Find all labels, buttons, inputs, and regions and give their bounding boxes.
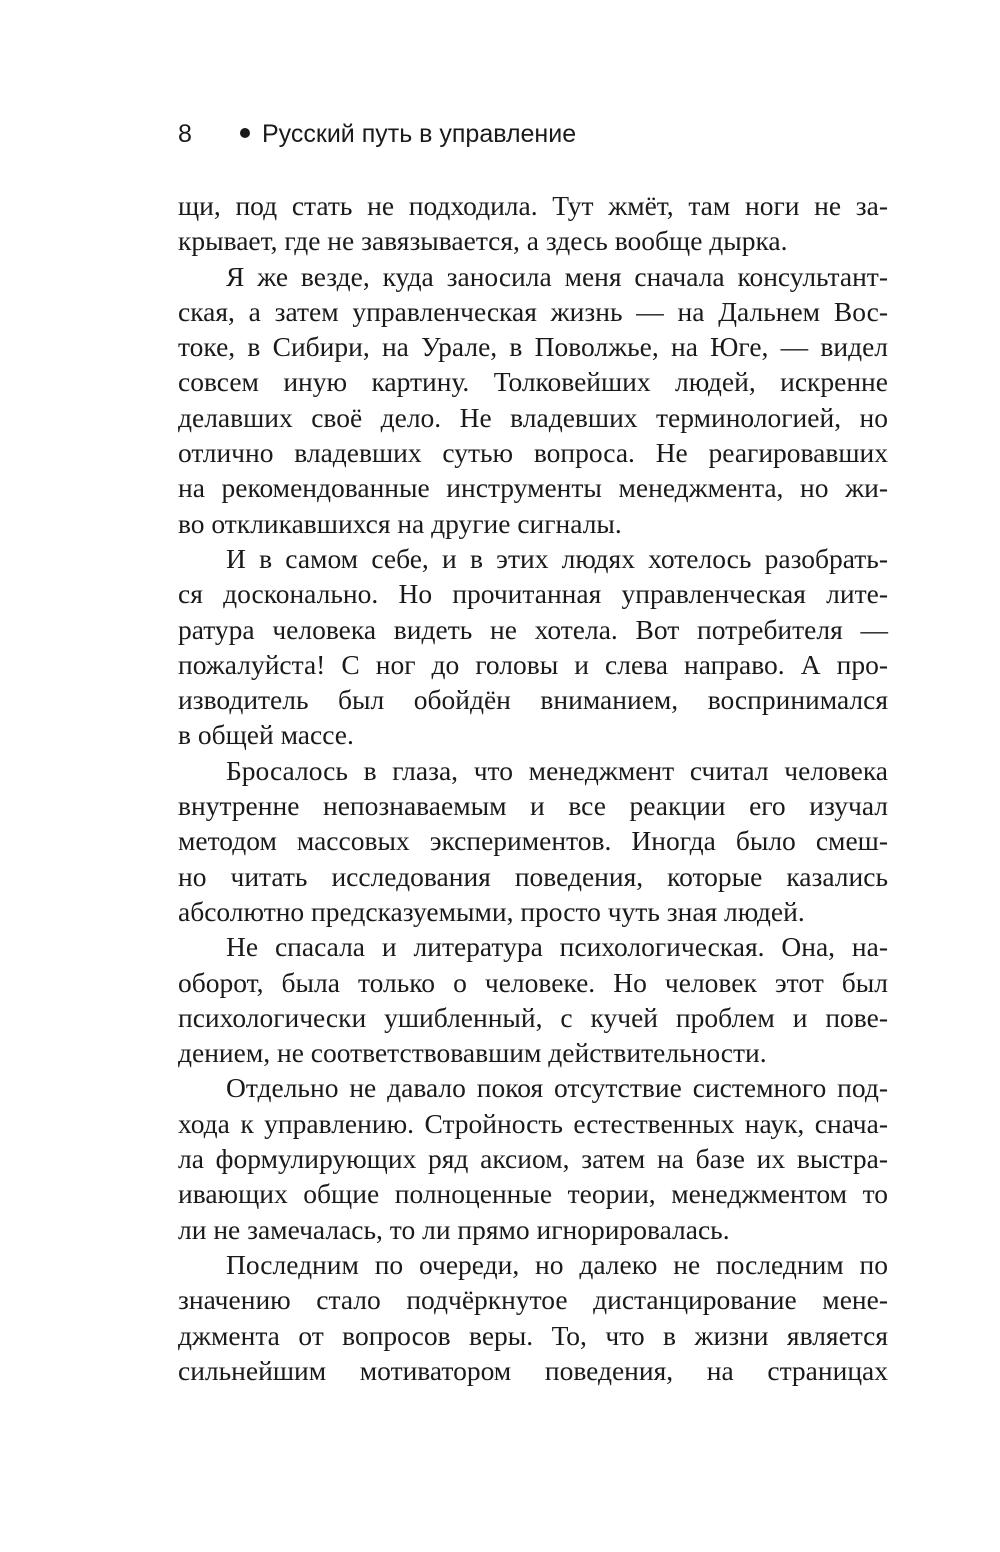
text-line: хода к управлению. Стройность естественных наук, снача- — [178, 1107, 888, 1139]
text-line: абсолютно предсказуемыми, просто чуть зная людей. — [178, 895, 805, 927]
text-line: ли не замечалась, то ли прямо игнорировалась. — [178, 1213, 730, 1245]
bullet-icon — [240, 128, 250, 138]
text-line: внутренне непознаваемым и все реакции его изучал — [178, 790, 888, 822]
text-line: в общей массе. — [178, 719, 354, 751]
text-line: делавших своё дело. Не владевших терминологией, но — [178, 401, 888, 433]
page-number: 8 — [178, 120, 192, 148]
text-line: изводитель был обойдён вниманием, воспринимался — [178, 684, 888, 716]
text-line: пожалуйста! С ног до головы и слева направо. А про- — [178, 648, 888, 680]
text-line: ивающих общие полноценные теории, менеджментом то — [178, 1178, 888, 1210]
text-line: но читать исследования поведения, которые казались — [178, 860, 888, 892]
text-line: оборот, была только о человеке. Но человек этот был — [178, 966, 888, 998]
text-line: крывает, где не завязывается, а здесь вообще дырка. — [178, 225, 788, 257]
text-line: ская, а затем управленческая жизнь — на Дальнем Вос- — [178, 295, 888, 327]
text-line: сильнейшим мотиватором поведения, на страницах — [178, 1354, 888, 1386]
running-head — [178, 114, 878, 154]
text-line: совсем иную картину. Толковейших людей, искренне — [178, 366, 888, 398]
running-title: Русский путь в управление — [262, 120, 577, 148]
text-line: дением, не соответствовавшим действительности. — [178, 1037, 767, 1069]
text-line: методом массовых экспериментов. Иногда было смеш- — [178, 825, 888, 857]
text-line: ла формулирующих ряд аксиом, затем на базе их выстра- — [178, 1143, 888, 1175]
paragraph-first-line: Бросалось в глаза, что менеджмент считал человека — [226, 754, 888, 786]
text-line: на рекомендованные инструменты менеджмента, но жи- — [178, 472, 888, 504]
paragraph-first-line: Отдельно не давало покоя отсутствие системного под- — [226, 1072, 888, 1104]
text-line: щи, под стать не подходила. Тут жмёт, там ноги не за- — [178, 190, 888, 221]
text-line: ся досконально. Но прочитанная управленческая лите- — [178, 578, 888, 610]
text-line: психологически ушибленный, с кучей проблем и пове- — [178, 1001, 888, 1033]
text-line: отлично владевших сутью вопроса. Не реагировавших — [178, 437, 888, 469]
paragraph-first-line: И в самом себе, и в этих людях хотелось разобрать- — [226, 542, 888, 574]
paragraph-first-line: Последним по очереди, но далеко не последним по — [226, 1248, 888, 1280]
text-line: ратура человека видеть не хотела. Вот потребителя — — [178, 613, 888, 645]
text-line: во откликавшихся на другие сигналы. — [178, 507, 622, 539]
paragraph-first-line: Я же везде, куда заносила меня сначала консультант- — [226, 260, 888, 292]
text-line: токе, в Сибири, на Урале, в Поволжье, на Юге, — видел — [178, 331, 888, 363]
text-line: джмента от вопросов веры. То, что в жизни является — [178, 1319, 888, 1351]
text-line: значению стало подчёркнутое дистанцирование мене- — [178, 1284, 888, 1316]
paragraph-first-line: Не спасала и литература психологическая. Она, на- — [226, 931, 888, 963]
body-text — [178, 188, 888, 1388]
